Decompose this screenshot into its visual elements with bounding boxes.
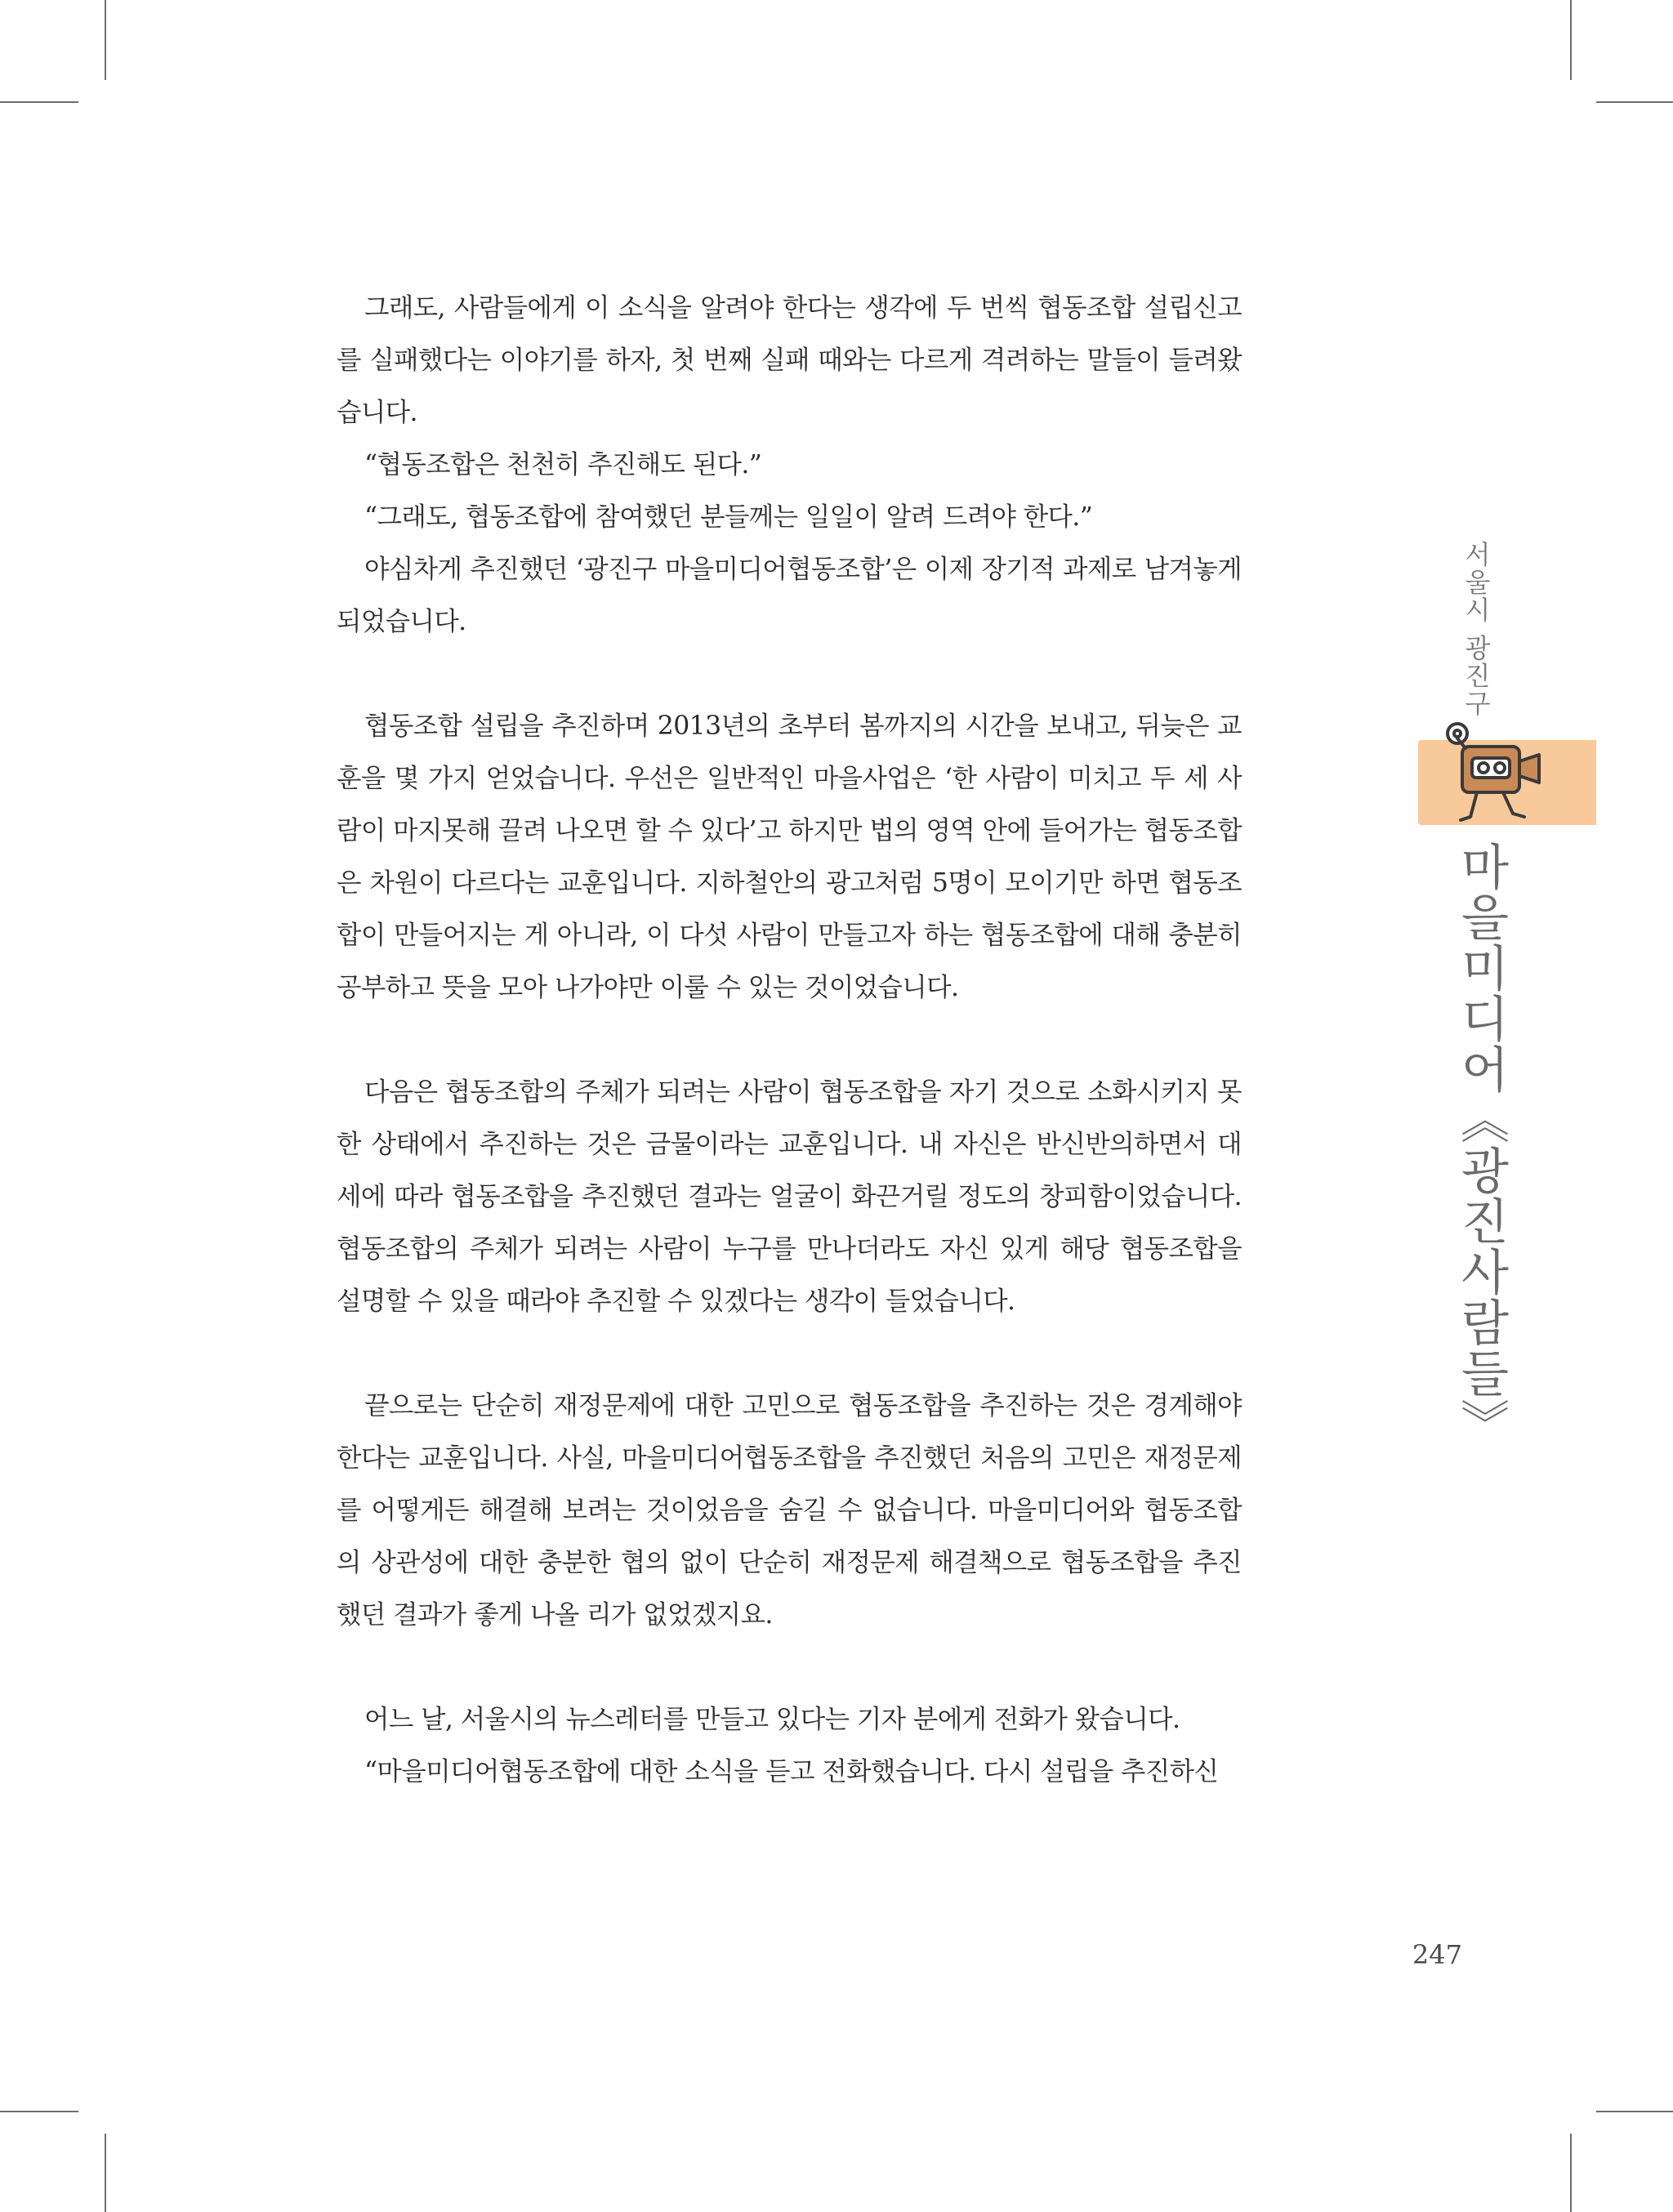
crop-mark bbox=[1596, 101, 1673, 103]
paragraph: 끝으로는 단순히 재정문제에 대한 고민으로 협동조합을 추진하는 것은 경계해야 한다는 교훈입니다. 사실, 마을미디어협동조합을 추진했던 처음의 고민은 재정문제를 어떻게든 해결해 보려는 것이었음을 숨길 수 없습니다. 마을미디어와 협동조합의 상관성에 대한 충분한 협의 없이 단순히 재정문제 해결책으로 협동조합을 추진했던 결과가 좋게 나올 리가 없었겠지요. bbox=[337, 1391, 1242, 1630]
crop-mark bbox=[105, 0, 106, 80]
camera-mascot-icon bbox=[1428, 716, 1550, 833]
crop-mark bbox=[1596, 2111, 1673, 2112]
paragraph: 다음은 협동조합의 주체가 되려는 사람이 협동조합을 자기 것으로 소화시키지 못한 상태에서 추진하는 것은 금물이라는 교훈입니다. 내 자신은 반신반의하면서 대세에 따라 협동조합을 추진했던 결과는 얼굴이 화끈거릴 정도의 창피함이었습니다. 협동조합의 주체가 되려는 사람이 누구를 만나더라도 자신 있게 해당 협동조합을 설명할 수 있을 때라야 추진할 수 있겠다는 생각이 들었습니다. bbox=[337, 1077, 1242, 1316]
paragraph: 협동조합 설립을 추진하며 2013년의 초부터 봄까지의 시간을 보내고, 뒤늦은 교훈을 몇 가지 얻었습니다. 우선은 일반적인 마을사업은 ‘한 사람이 미치고 두 세 사람이 마지못해 끌려 나오면 할 수 있다’고 하지만 법의 영역 안에 들어가는 협동조합은 차원이 다르다는 교훈입니다. 지하철안의 광고처럼 5명이 모이기만 하면 협동조합이 만들어지는 게 아니라, 이 다섯 사람이 만들고자 하는 협동조합에 대해 충분히 공부하고 뜻을 모아 나가야만 이룰 수 있는 것이었습니다. bbox=[337, 711, 1242, 1002]
paragraph: 그래도, 사람들에게 이 소식을 알려야 한다는 생각에 두 번씩 협동조합 설립신고를 실패했다는 이야기를 하자, 첫 번째 실패 때와는 다르게 격려하는 말들이 들려왔습니다. bbox=[337, 293, 1242, 427]
sidebar-region: 서울시 광진구 bbox=[1461, 541, 1492, 718]
quote: “마을미디어협동조합에 대한 소식을 듣고 전화했습니다. 다시 설립을 추진하신 bbox=[364, 1757, 1219, 1786]
sidebar-title: 마을미디어《광진사람들》 bbox=[1452, 841, 1510, 1449]
crop-mark bbox=[1570, 2134, 1572, 2212]
body-text bbox=[337, 282, 1242, 1798]
quote: “그래도, 협동조합에 참여했던 분들께는 일일이 알려 드려야 한다.” bbox=[364, 502, 1093, 532]
page-number: 247 bbox=[1412, 1939, 1462, 1970]
crop-mark bbox=[105, 2134, 106, 2212]
crop-mark bbox=[1570, 0, 1572, 80]
crop-mark bbox=[0, 101, 78, 103]
crop-mark bbox=[0, 2111, 78, 2112]
paragraph: 어느 날, 서울시의 뉴스레터를 만들고 있다는 기자 분에게 전화가 왔습니다. bbox=[364, 1705, 1180, 1734]
paragraph: 야심차게 추진했던 ‘광진구 마을미디어협동조합’은 이제 장기적 과제로 남겨놓게 되었습니다. bbox=[337, 555, 1242, 636]
quote: “협동조합은 천천히 추진해도 된다.” bbox=[364, 450, 762, 479]
